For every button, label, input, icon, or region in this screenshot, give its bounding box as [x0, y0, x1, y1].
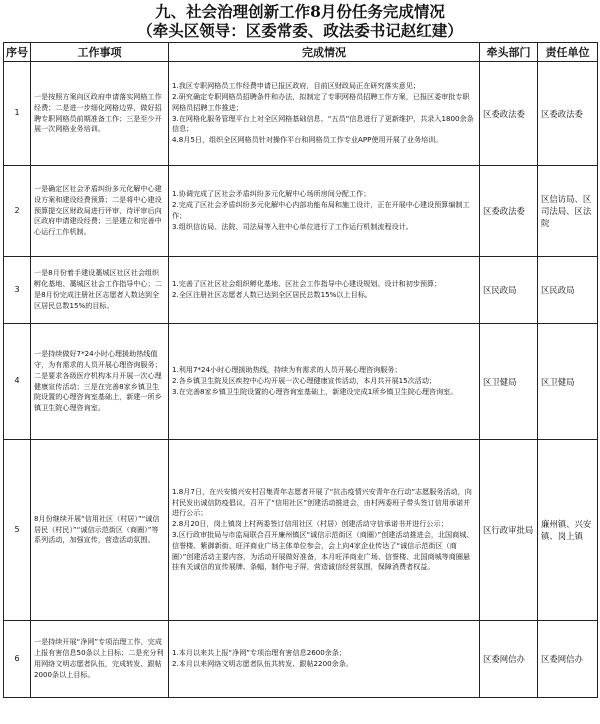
table-row — [4, 166, 598, 257]
row-resp: 区委政法委 — [538, 62, 598, 166]
progress-item: 1.8月7日，在兴安镇兴安村召集青年志愿者开展了“抗击疫情兴安青年在行动”志愿服务活动，向村民发出诚信防疫倡议，召开了“信用社区”创建活动推进会，由村两委班子带头签订信用承诺并进行公示； — [172, 486, 472, 518]
table-header-row — [4, 43, 598, 62]
row-task: 8月份继续开展“信用社区（村居）”“诚信居民（村民）”“诚信示范街区（商圈）”等系列活动，加强宣传，营造活动氛围。 — [31, 440, 169, 621]
table-row — [4, 324, 598, 440]
row-task: 一是按照方案向区政府申请落实网格工作经费；二是进一步细化网格边界，做好招聘专职网格员前期准备工作；三是至少开展一次网格业务培训。 — [31, 62, 169, 166]
task-table — [3, 42, 598, 698]
row-task: 一是持续开展“净网”专项治理工作，完成上报有害信息50条以上目标；二是充分利用网络文明志愿者队伍，完成转发、跟帖2000条以上目标。 — [31, 621, 169, 698]
row-task: 一是8月份着手建设藁城区社区社会组织孵化基地、藁城区社会工作指导中心；二是8月份完成注册社区志愿者人数达到全区居民总数15%的目标。 — [31, 257, 169, 324]
row-num: 1 — [4, 62, 31, 166]
progress-item: 2.各乡镇卫生院及区疾控中心均开展一次心理健康宣传活动，本月共开展15次活动； — [172, 376, 437, 386]
row-progress — [169, 324, 480, 440]
progress-item: 3.组织信访局、法院、司法局等入驻中心单位进行了工作运行机制流程设计。 — [172, 221, 413, 231]
progress-item: 1.协调完成了区社会矛盾纠纷多元化解中心场所房间分配工作； — [172, 189, 371, 199]
row-task: 一是持续做好7*24小时心理援助热线值守，为有需求的人员开展心理咨询服务；二是要求各级医疗机构本月开展一次心理健康宣传活动；三是在完善8家乡镇卫生院设置的心理咨询室基础上，新建一所乡镇卫生院心理咨询室。 — [31, 324, 169, 440]
row-resp: 区信访局、区司法局、区法院 — [538, 166, 598, 257]
header-num: 序号 — [4, 43, 31, 62]
row-progress — [169, 166, 480, 257]
progress-item: 4.8月5日，组织全区网格员针对操作平台和网格员工作专业APP使用开展了业务培训。 — [172, 135, 443, 145]
table-row — [4, 440, 598, 621]
progress-item: 1.我区专职网格员工作经费申请已报区政府，目前区财政局正在研究落实意见； — [172, 81, 420, 91]
row-num: 4 — [4, 324, 31, 440]
progress-item: 3.在网格化服务管理平台上对全区网格基础信息、“五员”信息进行了更新维护，共录入1800余条信息； — [172, 113, 474, 134]
progress-item: 2.完成了区社会矛盾纠纷多元化解中心内部功能布局和施工设计，正在开展中心建设预算编制工作； — [172, 200, 470, 220]
header-task: 工作事项 — [31, 43, 169, 62]
row-num: 5 — [4, 440, 31, 621]
row-lead: 区委政法委 — [480, 62, 538, 166]
row-lead: 区民政局 — [480, 257, 538, 324]
table-row — [4, 62, 598, 166]
progress-item: 1.本月以来共上报“净网”专项治理有害信息2600余条； — [172, 648, 347, 658]
document-title: 九、社会治理创新工作8月份任务完成情况 — [155, 2, 445, 21]
row-progress — [169, 257, 480, 324]
row-task: 一是确定区社会矛盾纠纷多元化解中心建设方案和建设经费预算；二是将中心建设预算提交区财政局进行评审，待评审后向区政府申请建设经费；三是建立和完善中心运行工作机制。 — [31, 166, 169, 257]
progress-item: 1.完善了区社区社会组织孵化基地、区社会工作指导中心建设规划、设计和初步预算； — [172, 279, 442, 289]
row-progress — [169, 621, 480, 698]
header-progress: 完成情况 — [169, 43, 480, 62]
row-resp: 区卫健局 — [538, 324, 598, 440]
progress-item: 3.区行政审批局与市监局联合召开廉州镇区“诚信示范街区（商圈）”创建活动推进会，北国商城、信誉楼、紫御新街、旺洋商业广场主体单位参会，会上向4家企业传达了“诚信示范街区（商圈）”创建活动主要内容，为活动开展做好准备，本月旺洋商业广场、信誉楼、北国商城等商圈悬挂有关诚信的宣传展牌、条幅，制作电子屏，营造诚信经营氛围，保障消费者权益。 — [172, 530, 474, 572]
row-num: 3 — [4, 257, 31, 324]
progress-item: 2.全区注册社区志愿者人数已达到全区居民总数15%以上目标。 — [172, 290, 372, 299]
row-lead: 区卫健局 — [480, 324, 538, 440]
header-resp: 责任单位 — [538, 43, 598, 62]
row-num: 2 — [4, 166, 31, 257]
progress-item: 2.研究确定专职网格员招聘条件和办法，拟制定了专职网格员招聘工作方案，已报区委审批专职网格员招聘工作推进； — [172, 91, 470, 112]
row-progress — [169, 440, 480, 621]
table-row — [4, 621, 598, 698]
row-num: 6 — [4, 621, 31, 698]
row-resp: 区民政局 — [538, 257, 598, 324]
progress-item: 2.本月以来网络文明志愿者队伍共转发、跟帖2200余条。 — [172, 659, 353, 668]
row-lead: 区委政法委 — [480, 166, 538, 257]
progress-item: 1.利用7*24小时心理援助热线，持续为有需求的人员开展心理咨询服务； — [172, 365, 402, 375]
row-lead: 区行政审批局 — [480, 440, 538, 621]
row-resp: 区委网信办 — [538, 621, 598, 698]
row-lead: 区委网信办 — [480, 621, 538, 698]
header-lead: 牵头部门 — [480, 43, 538, 62]
table-row — [4, 257, 598, 324]
row-resp: 廉州镇、兴安镇、岗上镇 — [538, 440, 598, 621]
row-progress — [169, 62, 480, 166]
progress-item: 3.在完善8家乡镇卫生院设置的心理咨询室基础上，新建设完成1所乡镇卫生院心理咨询室。 — [172, 386, 458, 396]
document-subtitle: （牵头区领导：区委常委、政法委书记赵红建） — [137, 21, 463, 40]
progress-item: 2.8月20日，岗上镇岗上村两委签订信用社区（村居）创建活动守信承诺书并进行公示； — [172, 519, 448, 529]
